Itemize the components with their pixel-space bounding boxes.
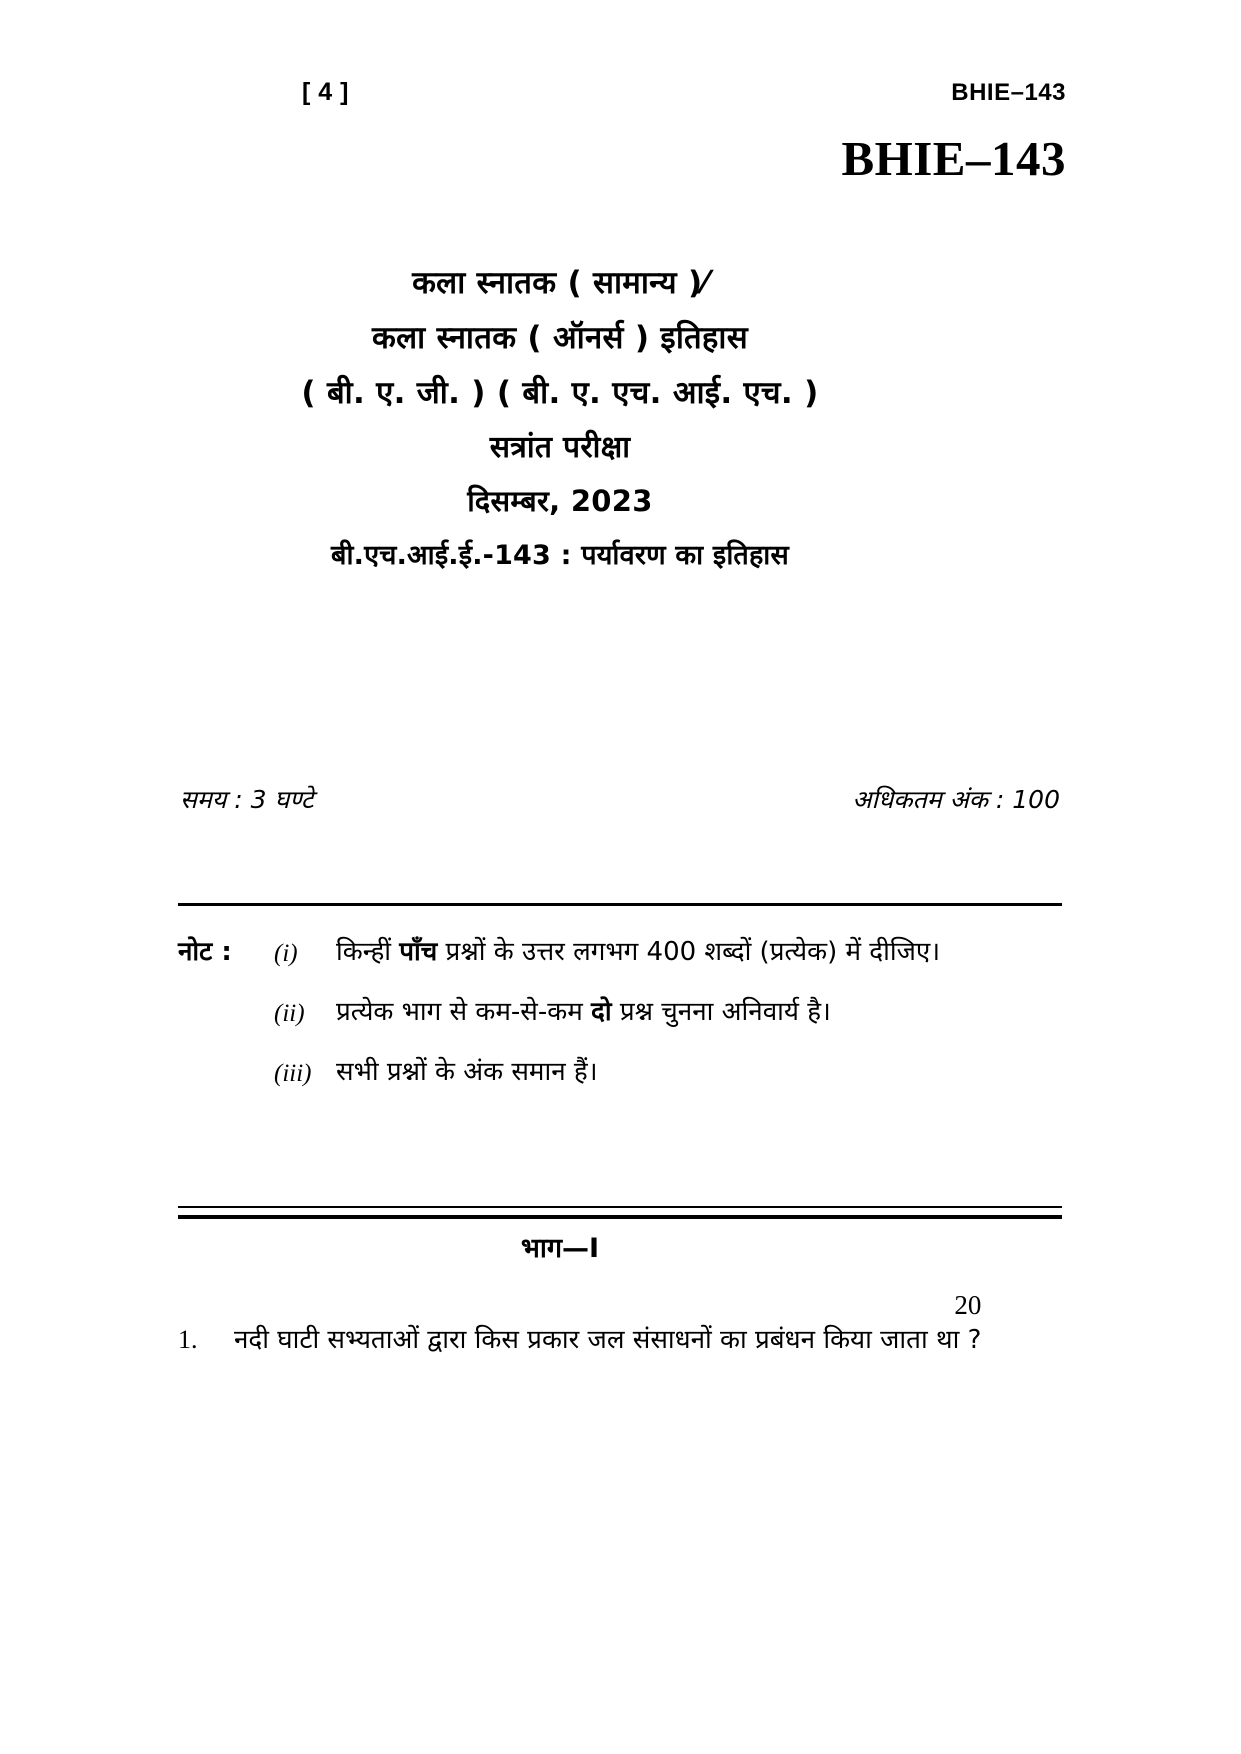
note-text-i-part1: किन्हीं: [336, 937, 400, 967]
header-paper-code: BHIE–143: [951, 79, 1066, 106]
question-marks: 20: [954, 1290, 982, 1320]
note-text-i: [336, 933, 1068, 973]
note-item: [178, 933, 1068, 973]
question-item: [178, 1290, 1068, 1360]
page-number: [ 4 ]: [302, 78, 349, 106]
course-title-line: बी.एच.आई.ई.-143 : पर्यावरण का इतिहास: [331, 540, 789, 571]
note-item: [178, 1053, 1068, 1093]
running-header: [180, 78, 1066, 107]
divider-above-notes: [178, 903, 1062, 906]
note-text-ii-bold: दो: [591, 997, 612, 1027]
exam-type-line: सत्रांत परीक्षा: [489, 430, 631, 465]
note-text-ii: [336, 993, 1068, 1033]
exam-session-line: दिसम्बर, 2023: [467, 484, 653, 518]
exam-time: समय : 3 घण्टे: [180, 785, 314, 814]
degree-line-honours: कला स्नातक ( ऑनर्स ) इतिहास: [372, 320, 748, 356]
question-text: नदी घाटी सभ्यताओं द्वारा किस प्रकार जल संसाधनों का प्रबंधन किया जाता था ?: [234, 1325, 982, 1355]
note-text-ii-part2: प्रश्न चुनना अनिवार्य है।: [611, 997, 831, 1027]
note-text-iii: सभी प्रश्नों के अंक समान हैं।: [336, 1057, 598, 1087]
title-block: [130, 265, 990, 571]
divider-above-section: [178, 1206, 1062, 1219]
degree-abbreviation-line: ( बी. ए. जी. ) ( बी. ए. एच. आई. एच. ): [301, 375, 819, 411]
degree-line-general: कला स्नातक ( सामान्य )⁄: [412, 265, 708, 301]
note-label: नोट :: [178, 937, 232, 967]
note-item: [178, 993, 1068, 1033]
notes-block: [178, 933, 1068, 1093]
paper-code-title: BHIE–143: [841, 131, 1066, 186]
note-marker-i: (i): [274, 940, 298, 967]
note-marker-iii: (iii): [274, 1060, 312, 1087]
question-body: [234, 1290, 1068, 1360]
note-marker-ii: (ii): [274, 1000, 305, 1027]
exam-info-row: [180, 782, 1066, 816]
question-number: 1.: [178, 1325, 198, 1354]
note-text-ii-part1: प्रत्येक भाग से कम-से-कम: [336, 997, 592, 1027]
section-heading: भाग—I: [520, 1233, 600, 1264]
note-text-i-part2: प्रश्नों के उत्तर लगभग 400 शब्दों (प्रत्येक) में दीजिए।: [437, 937, 941, 967]
note-text-i-bold: पाँच: [399, 937, 438, 967]
exam-max-marks: अधिकतम अंक : 100: [852, 785, 1060, 814]
